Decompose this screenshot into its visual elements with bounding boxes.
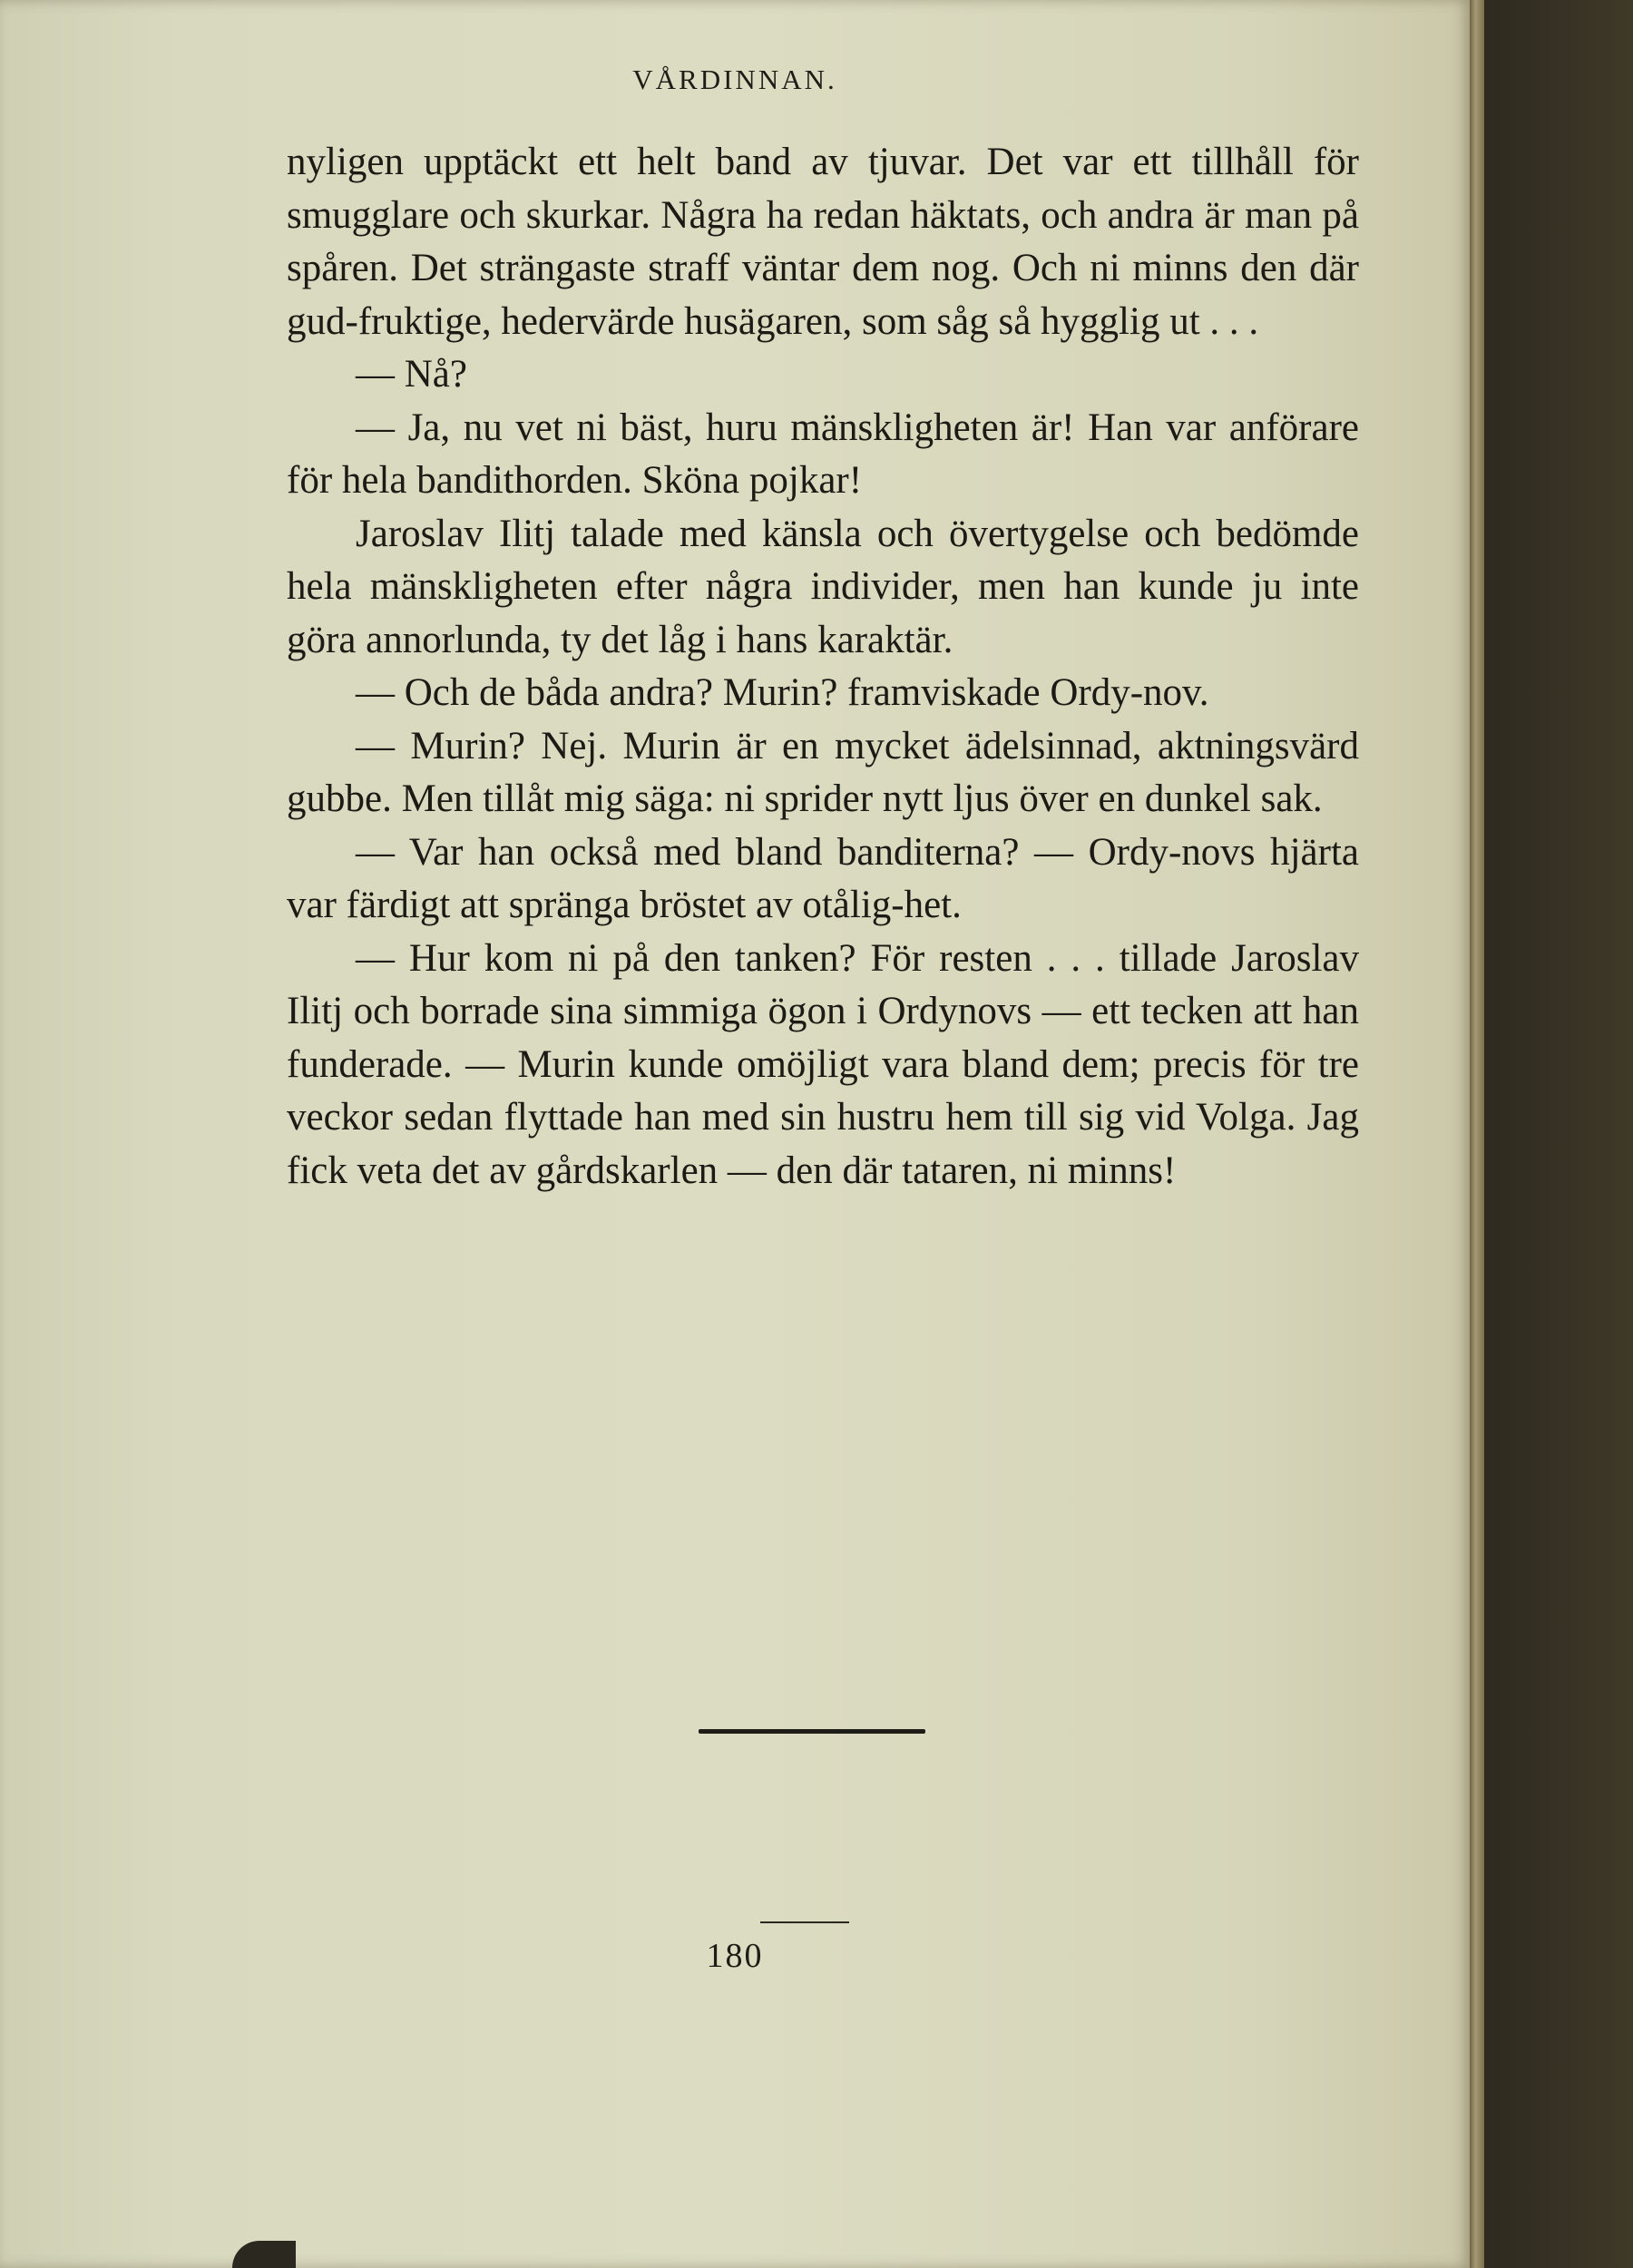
page-edge [1470, 0, 1484, 2268]
page-number-rule [760, 1921, 849, 1923]
corner-shadow [232, 2241, 296, 2268]
paragraph-8: — Hur kom ni på den tanken? För resten . . . tillade Jaroslav Ilitj och borrade sina simmiga ögon i Ordynovs — ett tecken att han funderade. — Murin kunde omöjligt vara bland dem; precis för tre veckor sedan flyttade han med sin hustru hem till sig vid Volga. Jag fick veta det av gårdskarlen — den där tataren, ni minns! [287, 936, 1359, 1192]
running-title: VÅRDINNAN. [632, 64, 837, 95]
paragraph-7: — Var han också med bland banditerna? — Ordy-novs hjärta var färdigt att spränga bröstet av otålig-het. [287, 830, 1359, 926]
paragraph-6: — Murin? Nej. Murin är en mycket ädelsinnad, aktningsvärd gubbe. Men tillåt mig säga: ni sprider nytt ljus över en dunkel sak. [287, 724, 1359, 820]
paragraph-4: Jaroslav Ilitj talade med känsla och övertygelse och bedömde hela mänskligheten efter några individer, men han kunde ju inte göra annorlunda, ty det låg i hans karaktär. [287, 512, 1359, 661]
paragraph-5: — Och de båda andra? Murin? framviskade Ordy-nov. [356, 671, 1209, 714]
paragraph-1: nyligen upptäckt ett helt band av tjuvar. Det var ett tillhåll för smugglare och skurkar. Några ha redan häktats, och andra är man på spåren. Det strängaste straff väntar dem nog. Och ni minns den där gud-fruktige, hedervärde husägaren, som såg så hygglig ut . . . [287, 141, 1359, 343]
body-text [287, 136, 1359, 1198]
chapter-end-rule [699, 1729, 925, 1734]
paragraph-3: — Ja, nu vet ni bäst, huru mänskligheten är! Han var anförare för hela bandithorden. Sköna pojkar! [287, 406, 1359, 502]
background-surface [1484, 0, 1633, 2268]
page-number: 180 [706, 1937, 764, 1975]
paragraph-2: — Nå? [356, 353, 467, 396]
